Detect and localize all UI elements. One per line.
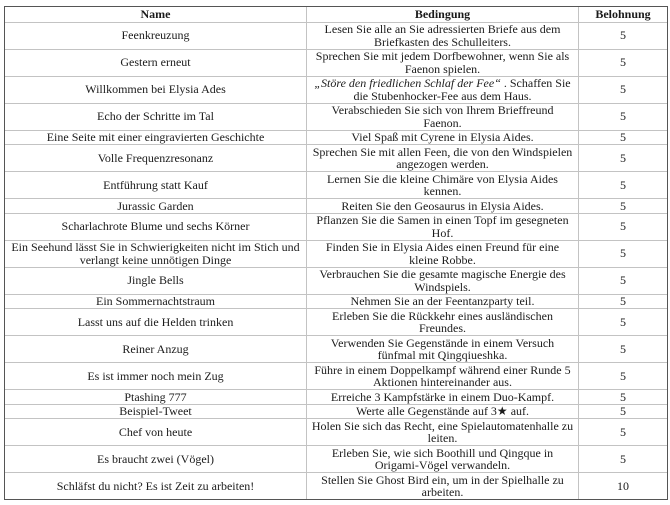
table-row	[5, 214, 667, 241]
table-body	[5, 23, 667, 500]
quest-condition-cell: Erreiche 3 Kampfstärke in einem Duo-Kampf.	[307, 390, 579, 405]
quest-reward-cell: 5	[579, 50, 667, 77]
quest-reward-cell: 5	[579, 172, 667, 199]
quest-name-cell: Beispiel-Tweet	[5, 405, 307, 420]
column-header-name: Name	[5, 7, 307, 23]
quest-condition-cell: Verbrauchen Sie die gesamte magische Energie des Windspiels.	[307, 268, 579, 295]
quest-reward-cell: 5	[579, 405, 667, 420]
quest-condition-cell: Holen Sie sich das Recht, eine Spielautomatenhalle zu leiten.	[307, 419, 579, 446]
quest-reward-cell: 5	[579, 104, 667, 131]
table-row	[5, 199, 667, 214]
quest-condition-cell: Reiten Sie den Geosaurus in Elysia Aides.	[307, 199, 579, 214]
quest-table	[4, 6, 668, 500]
quest-reward-cell: 5	[579, 23, 667, 50]
quest-name-cell: Reiner Anzug	[5, 336, 307, 363]
quest-reward-cell: 5	[579, 268, 667, 295]
column-header-bedingung: Bedingung	[307, 7, 579, 23]
table-row	[5, 172, 667, 199]
quest-condition-cell: Lesen Sie alle an Sie adressierten Briefe aus dem Briefkasten des Schulleiters.	[307, 23, 579, 50]
quest-name-cell: Jurassic Garden	[5, 199, 307, 214]
quest-name-cell: Eine Seite mit einer eingravierten Geschichte	[5, 131, 307, 146]
quest-reward-cell: 5	[579, 446, 667, 473]
quest-reward-cell: 5	[579, 309, 667, 336]
quest-name-cell: Scharlachrote Blume und sechs Körner	[5, 214, 307, 241]
quest-name-cell: Lasst uns auf die Helden trinken	[5, 309, 307, 336]
quest-reward-cell: 5	[579, 145, 667, 172]
quest-reward-cell: 5	[579, 77, 667, 104]
quest-condition-cell: Erleben Sie, wie sich Boothill und Qingque in Origami-Vögel verwandeln.	[307, 446, 579, 473]
quest-name-cell: Ein Sommernachtstraum	[5, 295, 307, 310]
table-row	[5, 23, 667, 50]
quest-condition-cell: Viel Spaß mit Cyrene in Elysia Aides.	[307, 131, 579, 146]
quest-reward-cell: 5	[579, 199, 667, 214]
quest-reward-cell: 5	[579, 295, 667, 310]
quest-condition-cell: Pflanzen Sie die Samen in einen Topf im gesegneten Hof.	[307, 214, 579, 241]
quest-name-cell: Entführung statt Kauf	[5, 172, 307, 199]
quest-name-cell: Ptashing 777	[5, 390, 307, 405]
quest-reward-cell: 10	[617, 478, 629, 493]
quest-condition-cell: Sprechen Sie mit jedem Dorfbewohner, wenn Sie als Faenon spielen.	[307, 50, 579, 77]
quest-condition-cell: Nehmen Sie an der Feentanzparty teil.	[307, 295, 579, 310]
table-row	[5, 295, 667, 310]
quest-reward-cell: 5	[579, 363, 667, 390]
table-row	[5, 268, 667, 295]
quest-name-cell: Gestern erneut	[5, 50, 307, 77]
table-row	[5, 419, 667, 446]
quest-name-cell: Jingle Bells	[5, 268, 307, 295]
quest-reward-cell: 5	[579, 336, 667, 363]
quest-name-cell: Schläfst du nicht? Es ist Zeit zu arbeiten!	[5, 473, 307, 499]
table-row	[5, 473, 667, 499]
table-row	[5, 104, 667, 131]
table-row	[5, 241, 667, 268]
quoted-italic-text: „Störe den friedlichen Schlaf der Fee“	[314, 76, 501, 90]
quest-condition-cell: Führe in einem Doppelkampf während einer Runde 5 Aktionen hintereinander aus.	[307, 363, 579, 390]
quest-reward-cell: 5	[579, 419, 667, 446]
table-row	[5, 405, 667, 420]
quest-condition-cell: Stellen Sie Ghost Bird ein, um in der Spielhalle zu arbeiten.	[307, 473, 579, 499]
quest-reward-cell: 5	[579, 131, 667, 146]
quest-condition-cell: Finden Sie in Elysia Aides einen Freund für eine kleine Robbe.	[307, 241, 579, 268]
table-row	[5, 446, 667, 473]
quest-condition-cell: Sprechen Sie mit allen Feen, die von den Windspielen angezogen werden.	[307, 145, 579, 172]
quest-name-cell: Willkommen bei Elysia Ades	[5, 77, 307, 104]
table-row	[5, 50, 667, 77]
quest-condition-cell: Verwenden Sie Gegenstände in einem Versuch fünfmal mit Qingqiueshka.	[307, 336, 579, 363]
quest-name-cell: Volle Frequenzresonanz	[5, 145, 307, 172]
header-row	[5, 7, 667, 23]
quest-name-cell: Feenkreuzung	[5, 23, 307, 50]
quest-reward-cell: 5	[579, 390, 667, 405]
table-row	[5, 390, 667, 405]
quest-condition-cell: Erleben Sie die Rückkehr eines ausländischen Freundes.	[307, 309, 579, 336]
column-header-belohnung: Belohnung	[579, 7, 667, 23]
table-header	[5, 7, 667, 23]
quest-condition-cell: Verabschieden Sie sich von Ihrem Brieffreund Faenon.	[307, 104, 579, 131]
quest-name-cell: Es braucht zwei (Vögel)	[5, 446, 307, 473]
table-row	[5, 363, 667, 390]
table-row	[5, 145, 667, 172]
table-row	[5, 77, 667, 104]
quest-condition-cell: Werte alle Gegenstände auf 3★ auf.	[307, 405, 579, 420]
quest-name-cell: Echo der Schritte im Tal	[5, 104, 307, 131]
quest-name-cell: Ein Seehund lässt Sie in Schwierigkeiten nicht im Stich und verlangt keine unnötigen Dinge	[5, 241, 307, 268]
table-row	[5, 131, 667, 146]
quest-reward-cell: 5	[579, 241, 667, 268]
quest-table-frame	[4, 6, 668, 500]
table-row	[5, 309, 667, 336]
table-row	[5, 336, 667, 363]
quest-condition-cell: „Störe den friedlichen Schlaf der Fee“ . Schaffen Sie die Stubenhocker-Fee aus dem Haus.	[307, 77, 579, 104]
quest-name-cell: Chef von heute	[5, 419, 307, 446]
quest-reward-cell: 5	[579, 214, 667, 241]
quest-name-cell: Es ist immer noch mein Zug	[5, 363, 307, 390]
quest-condition-cell: Lernen Sie die kleine Chimäre von Elysia Aides kennen.	[307, 172, 579, 199]
